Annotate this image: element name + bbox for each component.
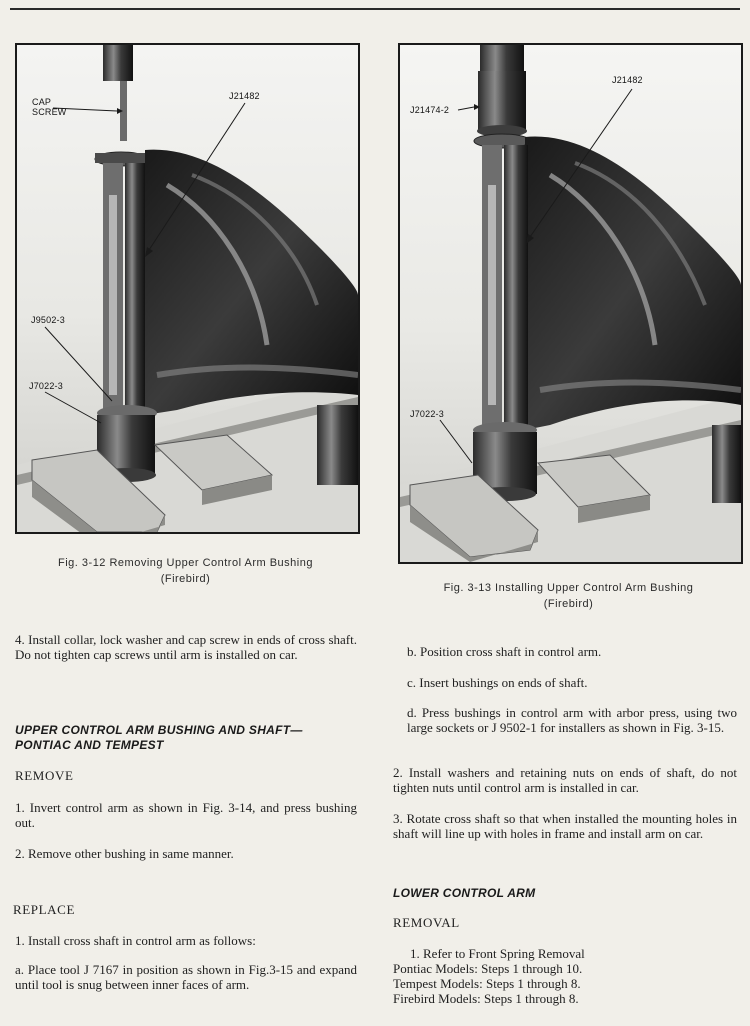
arbor-press-installation-illustration [400,45,741,562]
replace-step-1: 1. Install cross shaft in control arm as follows: [15,933,256,948]
callout-j7022-3: J7022-3 [410,409,444,419]
replace-subheading: REPLACE [13,902,75,917]
removal-step-1: 1. Refer to Front Spring Removal [410,946,585,961]
step-d-press-bushings: d. Press bushings in control arm with arbor press, using two large sockets or J 9502-1 for installers as shown in Fig. 3-15. [407,705,737,735]
step-b-position-shaft: b. Position cross shaft in control arm. [407,644,602,659]
callout-cap-screw [32,97,67,117]
section-heading-line2: PONTIAC AND TEMPEST [15,738,164,752]
callout-j7022-3: J7022-3 [29,381,63,391]
page-top-rule [10,8,740,10]
step-2-install-washers: 2. Install washers and retaining nuts on ends of shaft, do not tighten nuts until control arm is installed in car. [393,765,737,795]
section-heading-lower-control-arm: LOWER CONTROL ARM [393,886,536,900]
step-4-install-collar: 4. Install collar, lock washer and cap screw in ends of cross shaft. Do not tighten cap screws until arm is installed on car. [15,632,357,662]
figure-3-13-photo [398,43,743,564]
firebird-models-steps: Firebird Models: Steps 1 through 8. [393,991,579,1006]
figure-3-13-caption [398,580,739,612]
pontiac-models-steps: Pontiac Models: Steps 1 through 10. [393,961,583,976]
callout-j9502-3: J9502-3 [31,315,65,325]
figure-3-13-caption-title: Fig. 3-13 Installing Upper Control Arm Bushing [443,582,694,594]
figure-3-12-caption-title: Fig. 3-12 Removing Upper Control Arm Bushing [58,557,313,569]
figure-3-12-caption-subtitle: (Firebird) [160,573,211,585]
callout-cap-screw-line2: SCREW [32,107,67,117]
tempest-models-steps: Tempest Models: Steps 1 through 8. [393,976,581,991]
callout-j21482: J21482 [612,75,643,85]
step-c-insert-bushings: c. Insert bushings on ends of shaft. [407,675,588,690]
step-3-rotate-shaft: 3. Rotate cross shaft so that when installed the mounting holes in shaft will line up with holes in frame and install arm on car. [393,811,737,841]
arbor-press-removal-illustration [17,45,358,532]
figure-3-12-caption [15,555,356,587]
figure-3-12-photo [15,43,360,534]
callout-j21482: J21482 [229,91,260,101]
remove-step-1: 1. Invert control arm as shown in Fig. 3-14, and press bushing out. [15,800,357,830]
section-heading-line1: UPPER CONTROL ARM BUSHING AND SHAFT— [15,723,303,737]
removal-subheading: REMOVAL [393,915,460,930]
replace-step-1a: a. Place tool J 7167 in position as shown in Fig.3-15 and expand until tool is snug between inner faces of arm. [15,962,357,992]
remove-step-2: 2. Remove other bushing in same manner. [15,846,234,861]
remove-subheading: REMOVE [15,768,74,783]
callout-cap-screw-line1: CAP [32,97,52,107]
callout-j21474-2: J21474-2 [410,105,450,115]
section-heading-upper-control-arm [15,723,357,753]
figure-3-13-caption-subtitle: (Firebird) [543,598,594,610]
